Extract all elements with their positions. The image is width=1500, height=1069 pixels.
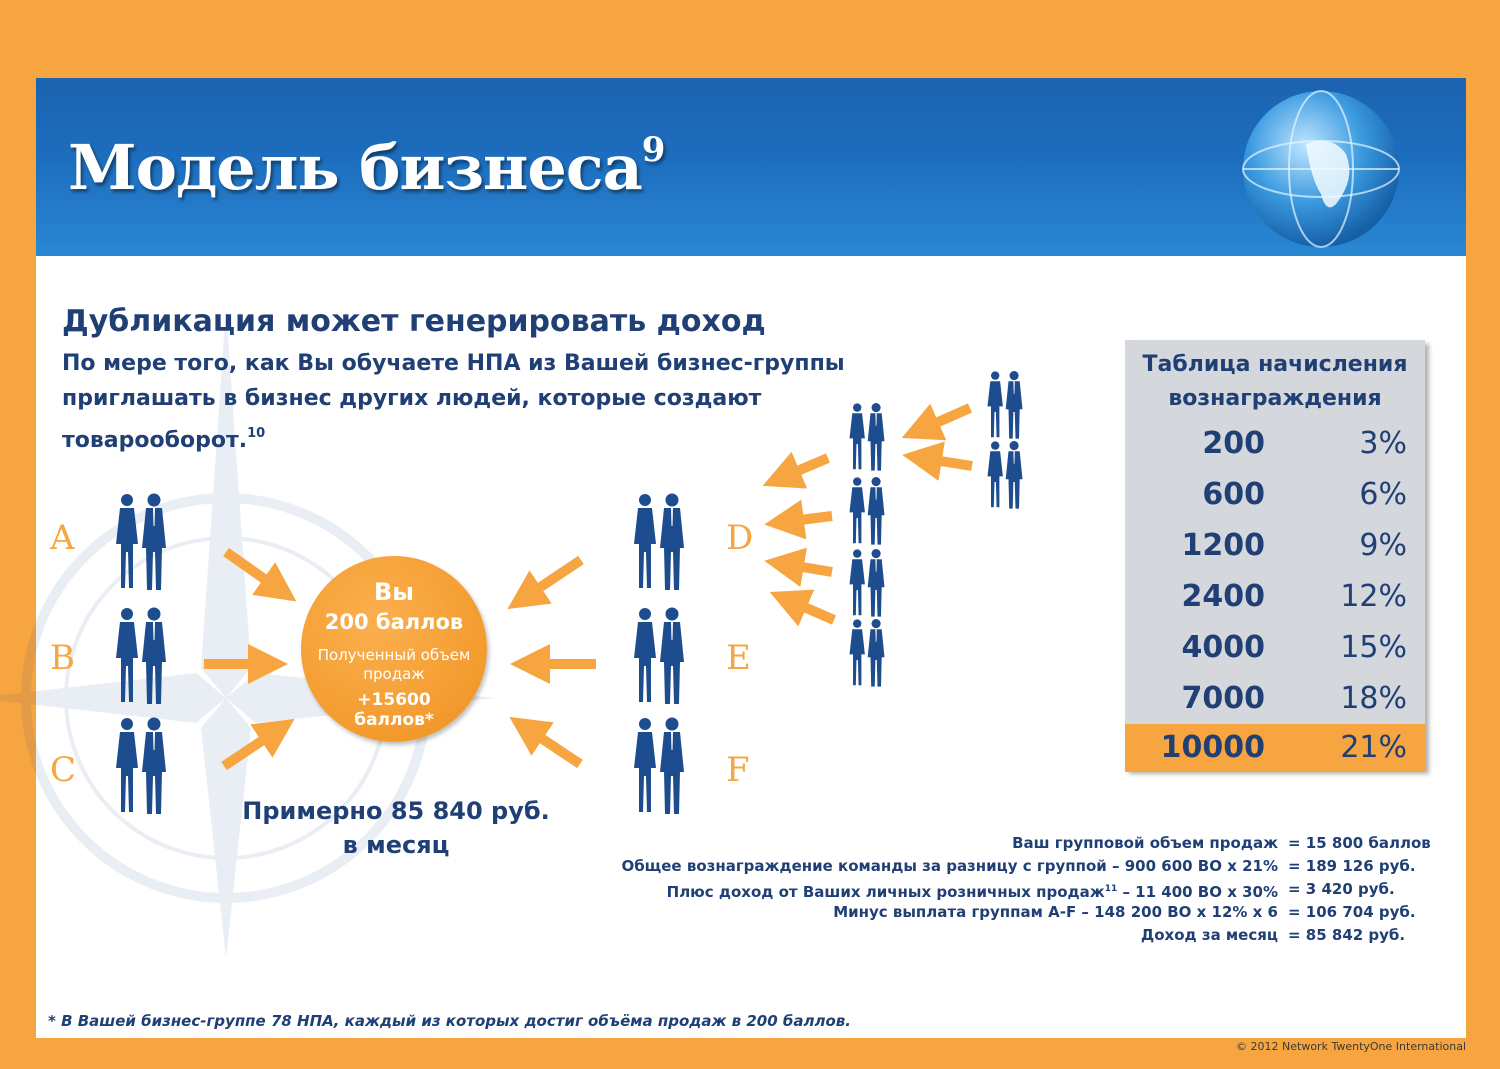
calculation-label [621, 855, 1278, 878]
reward-table-row [1125, 522, 1425, 570]
arrow-icon [920, 408, 970, 430]
calculation-row [596, 855, 1456, 878]
arrows-layer [36, 78, 1036, 838]
copyright: © 2012 Network TwentyOne International [1236, 1040, 1466, 1053]
reward-percent: 12% [1340, 579, 1407, 614]
reward-table-row [1125, 573, 1425, 621]
calculation-value: = 85 842 руб. [1288, 926, 1406, 944]
reward-table-row [1125, 624, 1425, 672]
calculation-value: = 3 420 руб. [1288, 880, 1395, 898]
reward-percent: 21% [1340, 730, 1407, 765]
reward-amount: 200 [1202, 426, 1265, 461]
arrow-icon [524, 560, 581, 598]
arrow-icon [781, 458, 828, 478]
calculation-label-text: Минус выплата группам A-F – 148 200 ВО x 12% x 6 [833, 903, 1278, 921]
calculation-label-text: Доход за месяц [1140, 926, 1278, 944]
reward-amount: 4000 [1181, 630, 1265, 665]
arrow-icon [784, 564, 832, 572]
reward-amount: 600 [1202, 477, 1265, 512]
reward-amount: 1200 [1181, 528, 1265, 563]
reward-table [1125, 340, 1425, 770]
reward-percent: 6% [1359, 477, 1407, 512]
calculation-label [1012, 832, 1278, 855]
reward-percent: 15% [1340, 630, 1407, 665]
group-letter-b: B [50, 638, 75, 678]
intro-footnote-mark: 10 [247, 426, 266, 441]
intro-line: приглашать в бизнес других людей, которые создают [62, 386, 762, 411]
arrow-icon [224, 730, 278, 766]
received-volume-value: +15600 баллов* [354, 690, 434, 730]
arrow-icon [226, 552, 280, 590]
globe-icon [1236, 84, 1406, 254]
calculation-label-text: Плюс доход от Ваших личных розничных продаж [666, 883, 1105, 901]
calculation-value: = 189 126 руб. [1288, 857, 1416, 875]
arrow-icon [788, 600, 834, 620]
reward-amount: 7000 [1181, 681, 1265, 716]
approx-income-line: Примерно 85 840 руб. [242, 797, 550, 825]
intro-line-text: товарооборот. [62, 428, 248, 453]
you-points: 200 баллов [324, 610, 464, 634]
group-letter-a: A [50, 518, 75, 558]
slide-card [36, 78, 1466, 1053]
calculation-label [1141, 924, 1278, 947]
reward-table-row-highlight [1125, 724, 1425, 772]
calculation-label-text: Ваш групповой объем продаж [1012, 834, 1278, 852]
arrow-icon [922, 458, 972, 466]
reward-table-row [1125, 420, 1425, 468]
calculation-row [596, 832, 1456, 855]
arrow-icon [526, 728, 580, 764]
group-letter-d: D [726, 518, 754, 558]
reward-table-row [1125, 471, 1425, 519]
group-letter-e: E [726, 638, 751, 678]
reward-amount: 2400 [1181, 579, 1265, 614]
calculation-row [596, 924, 1456, 947]
reward-table-title-line: Таблица начисления [1142, 352, 1408, 377]
calculation-value: = 106 704 руб. [1288, 903, 1416, 921]
calculation-label-tail: – 11 400 ВО x 30% [1117, 883, 1278, 901]
calculation-footnote-mark: 11 [1104, 884, 1118, 894]
calculation-label-text: Общее вознаграждение команды за разницу с группой – 900 600 ВО x 21% [621, 857, 1278, 875]
reward-table-title-line: вознаграждения [1168, 386, 1382, 411]
calculation-value: = 15 800 баллов [1288, 834, 1431, 852]
reward-table-title [1125, 348, 1425, 416]
reward-percent: 18% [1340, 681, 1407, 716]
reward-percent: 9% [1359, 528, 1407, 563]
approx-income-line: в месяц [342, 831, 450, 859]
subtitle: Дубликация может генерировать доход [62, 304, 766, 339]
group-letter-c: C [50, 750, 77, 790]
footnote: * В Вашей бизнес-группе 78 НПА, каждый из которых достиг объёма продаж в 200 баллов. [48, 1012, 851, 1030]
group-letter-f: F [726, 750, 750, 790]
arrow-icon [784, 516, 832, 522]
intro-line: По мере того, как Вы обучаете НПА из Вашей бизнес-группы [62, 351, 845, 376]
calculation-row [596, 878, 1456, 901]
received-volume-label: Полученный объем продаж [317, 646, 471, 683]
reward-amount: 10000 [1160, 730, 1265, 765]
page-title-text: Модель бизнеса [68, 131, 642, 204]
reward-table-row [1125, 675, 1425, 723]
calculation-label [833, 901, 1278, 924]
title-footnote-mark: 9 [641, 130, 665, 170]
calculation-row [596, 901, 1456, 924]
reward-percent: 3% [1359, 426, 1407, 461]
you-circle [301, 556, 487, 742]
you-label: Вы [374, 578, 414, 606]
approx-income [226, 794, 566, 862]
calculation-block [596, 832, 1456, 947]
